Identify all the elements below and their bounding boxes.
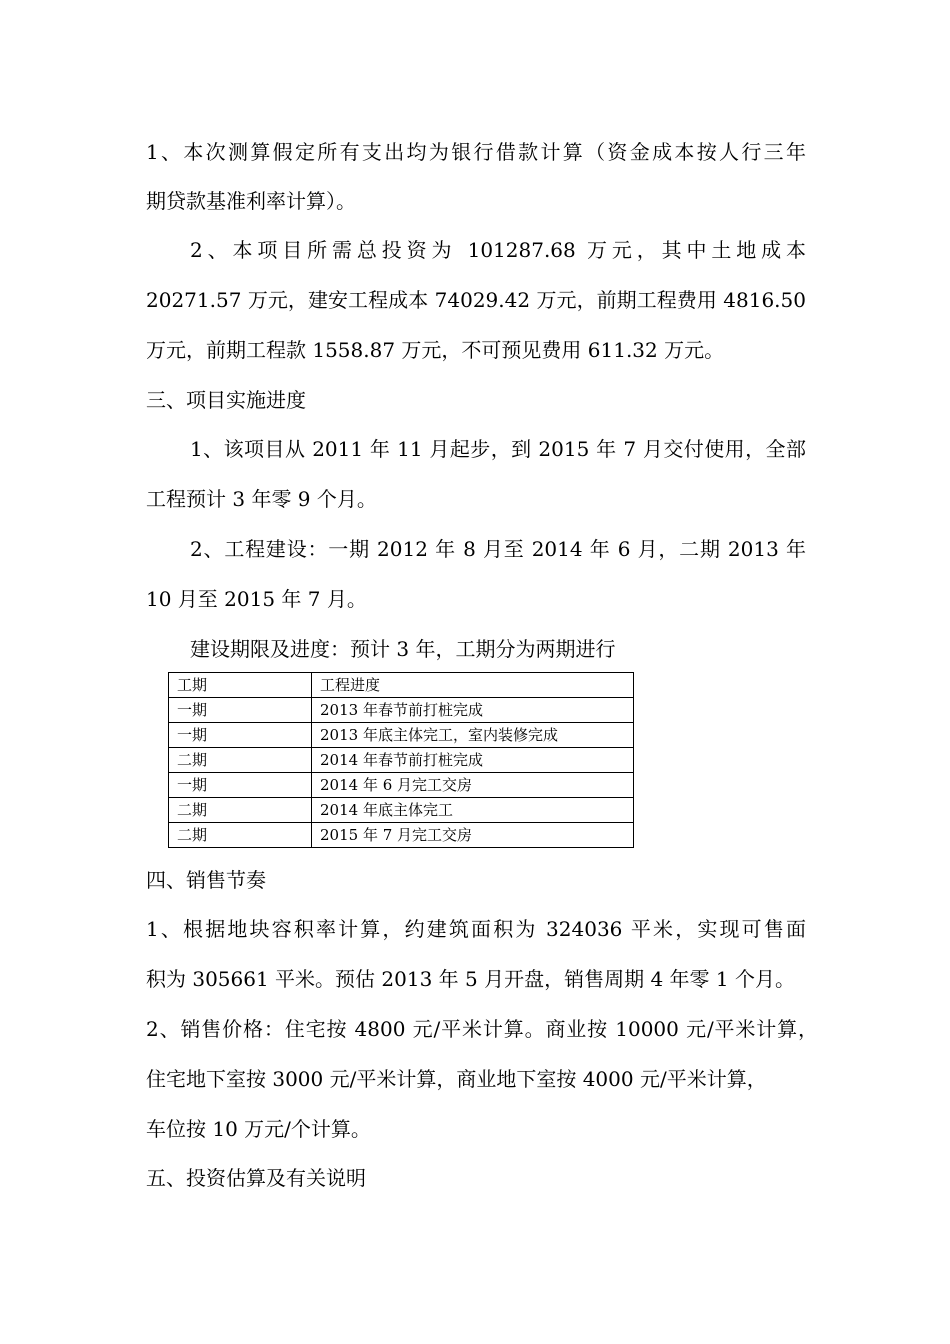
- table-caption: 建设期限及进度：预计 3 年，工期分为两期进行: [190, 637, 616, 661]
- table-row: [169, 823, 634, 848]
- header-progress: 工程进度: [312, 673, 634, 698]
- cell-phase: 二期: [169, 748, 312, 773]
- paragraph-6-line-3: 车位按 10 万元/个计算。: [146, 1117, 371, 1141]
- cell-phase: 一期: [169, 723, 312, 748]
- header-phase: 工期: [169, 673, 312, 698]
- cell-phase: 一期: [169, 773, 312, 798]
- cell-progress: 2015 年 7 月完工交房: [312, 823, 634, 848]
- paragraph-2-line-2: 20271.57 万元，建安工程成本 74029.42 万元，前期工程费用 4816.50: [146, 288, 806, 312]
- paragraph-5-line-2: 积为 305661 平米。预估 2013 年 5 月开盘，销售周期 4 年零 1 个月。: [146, 967, 795, 991]
- cell-phase: 二期: [169, 823, 312, 848]
- paragraph-3-line-2: 工程预计 3 年零 9 个月。: [146, 487, 377, 511]
- cell-progress: 2014 年 6 月完工交房: [312, 773, 634, 798]
- table-row: [169, 748, 634, 773]
- paragraph-2-line-3: 万元，前期工程款 1558.87 万元，不可预见费用 611.32 万元。: [146, 338, 725, 362]
- cell-progress: 2014 年底主体完工: [312, 798, 634, 823]
- table-row: [169, 798, 634, 823]
- paragraph-6-line-1: 2、销售价格：住宅按 4800 元/平米计算。商业按 10000 元/平米计算，: [146, 1017, 818, 1041]
- table-row: [169, 773, 634, 798]
- table-row: [169, 698, 634, 723]
- cell-progress: 2014 年春节前打桩完成: [312, 748, 634, 773]
- cell-progress: 2013 年底主体完工，室内装修完成: [312, 723, 634, 748]
- cell-phase: 一期: [169, 698, 312, 723]
- paragraph-3-line-1: 1、该项目从 2011 年 11 月起步，到 2015 年 7 月交付使用，全部: [190, 437, 806, 461]
- paragraph-5-line-1: 1、根据地块容积率计算，约建筑面积为 324036 平米，实现可售面: [146, 917, 806, 941]
- cell-phase: 二期: [169, 798, 312, 823]
- paragraph-2-line-1: 2、本项目所需总投资为 101287.68 万元，其中土地成本: [190, 238, 806, 262]
- paragraph-1-line-2: 期贷款基准利率计算）。: [146, 189, 356, 213]
- table-row: [169, 723, 634, 748]
- section-4-title: 四、销售节奏: [146, 868, 266, 892]
- paragraph-1-line-1: 1、本次测算假定所有支出均为银行借款计算（资金成本按人行三年: [146, 140, 806, 164]
- cell-progress: 2013 年春节前打桩完成: [312, 698, 634, 723]
- paragraph-6-line-2: 住宅地下室按 3000 元/平米计算，商业地下室按 4000 元/平米计算，: [146, 1067, 767, 1091]
- table-header-row: [169, 673, 634, 698]
- schedule-table: [168, 672, 634, 848]
- section-5-title: 五、投资估算及有关说明: [146, 1166, 366, 1190]
- paragraph-4-line-1: 2、工程建设：一期 2012 年 8 月至 2014 年 6 月，二期 2013 年: [190, 537, 806, 561]
- section-3-title: 三、项目实施进度: [146, 388, 306, 412]
- paragraph-4-line-2: 10 月至 2015 年 7 月。: [146, 587, 367, 611]
